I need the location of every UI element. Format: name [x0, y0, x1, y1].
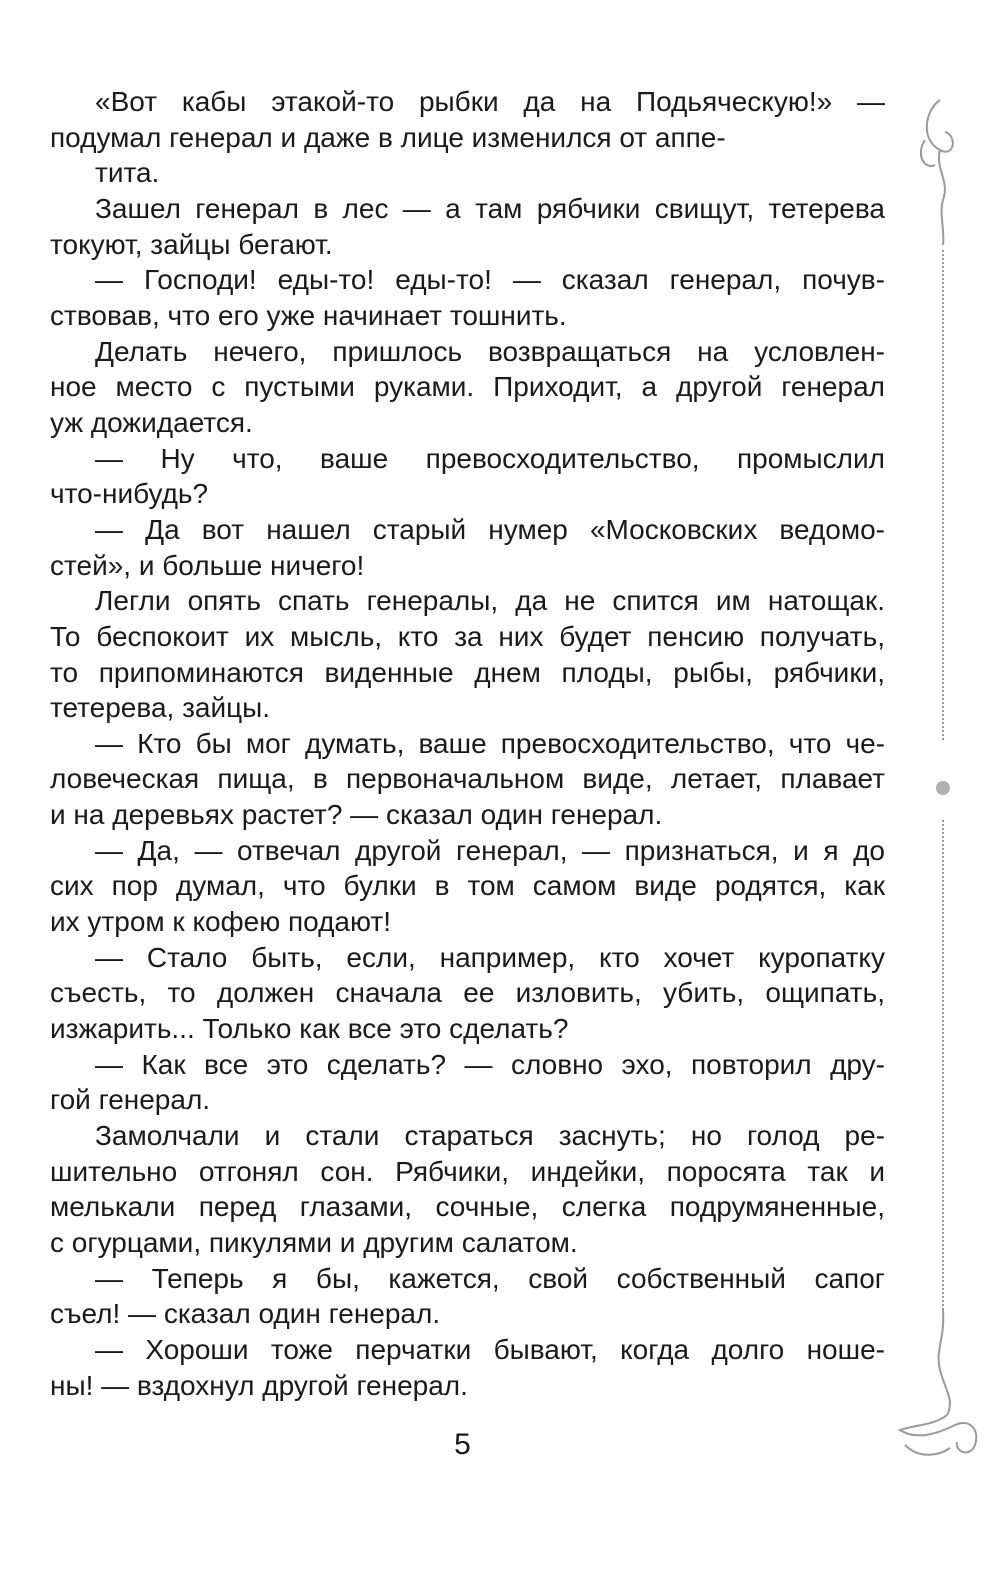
text-line: подумал генерал и даже в лице изменился от аппе- [50, 121, 726, 153]
text-line: «Вот кабы этакой-то рыбки да на Подьяческую!» — [95, 86, 885, 117]
text-line: — Да вот нашел старый нумер «Московских ведомо- [95, 513, 885, 545]
text-line: ловеческая пища, в первоначальном виде, летает, плавает [50, 763, 885, 795]
text-line: ны! — вздохнул другой генерал. [50, 1369, 468, 1401]
text-line: — Ну что, ваше превосходительство, промыслил [95, 442, 885, 474]
text-line: что-нибудь? [50, 478, 209, 510]
text-line: ное место с пустыми руками. Приходит, а другой генерал [50, 371, 885, 403]
text-line: — Да, — отвечал другой генерал, — признаться, и я до [95, 834, 885, 866]
text-line: — Хороши тоже перчатки бывают, когда долго ноше- [95, 1333, 885, 1365]
text-line: стей», и больше ничего! [50, 549, 365, 581]
text-line: — Кто бы мог думать, ваше превосходительство, что че- [95, 727, 885, 759]
text-line: ствовав, что его уже начинает тошнить. [50, 299, 567, 331]
text-line: Замолчали и стали стараться заснуть; но голод ре- [95, 1120, 885, 1152]
text-line: — Стало быть, если, например, кто хочет куропатку [95, 941, 885, 973]
text-line: мелькали перед глазами, сочные, слегка подрумяненные, [50, 1191, 885, 1223]
text-line: Делать нечего, пришлось возвращаться на условлен- [95, 335, 885, 367]
text-line: Зашел генерал в лес — а там рябчики свищут, тетерева [95, 192, 885, 224]
text-line: сих пор думал, что булки в том самом виде родятся, как [50, 870, 885, 902]
text-line: изжарить... Только как все это сделать? [50, 1013, 569, 1045]
text-line: с огурцами, пикулями и другим салатом. [50, 1227, 578, 1258]
text-line: То беспокоит их мысль, кто за них будет пенсию получать, [50, 620, 885, 652]
text-line: токуют, зайцы бегают. [50, 228, 333, 260]
text-line: тетерева, зайцы. [50, 692, 271, 724]
decorative-border-ornament [895, 80, 995, 1480]
text-line: то припоминаются виденные днем плоды, рыбы, рябчики, [50, 656, 885, 688]
text-line: гой генерал. [50, 1084, 211, 1116]
text-line: — Теперь я бы, кажется, свой собственный сапог [95, 1262, 885, 1294]
text-line: съесть, то должен сначала ее изловить, убить, ощипать, [50, 977, 885, 1009]
text-line: Легли опять спать генералы, да не спится им натощак. [95, 585, 885, 617]
page-number: 5 [454, 1428, 471, 1461]
page-body-text [50, 84, 885, 1403]
text-line: — Как все это сделать? — словно эхо, повторил дру- [95, 1048, 885, 1080]
text-line: уж дожидается. [50, 406, 253, 438]
text-line: и на деревьях растет? — сказал один генерал. [50, 799, 663, 831]
text-line: съел! — сказал один генерал. [50, 1298, 441, 1330]
text-line: тита. [95, 157, 160, 189]
text-line: их утром к кофею подают! [50, 906, 391, 938]
text-line: — Господи! еды-то! еды-то! — сказал генерал, почув- [95, 264, 885, 296]
text-line: шительно отгонял сон. Рябчики, индейки, поросята так и [50, 1155, 885, 1187]
